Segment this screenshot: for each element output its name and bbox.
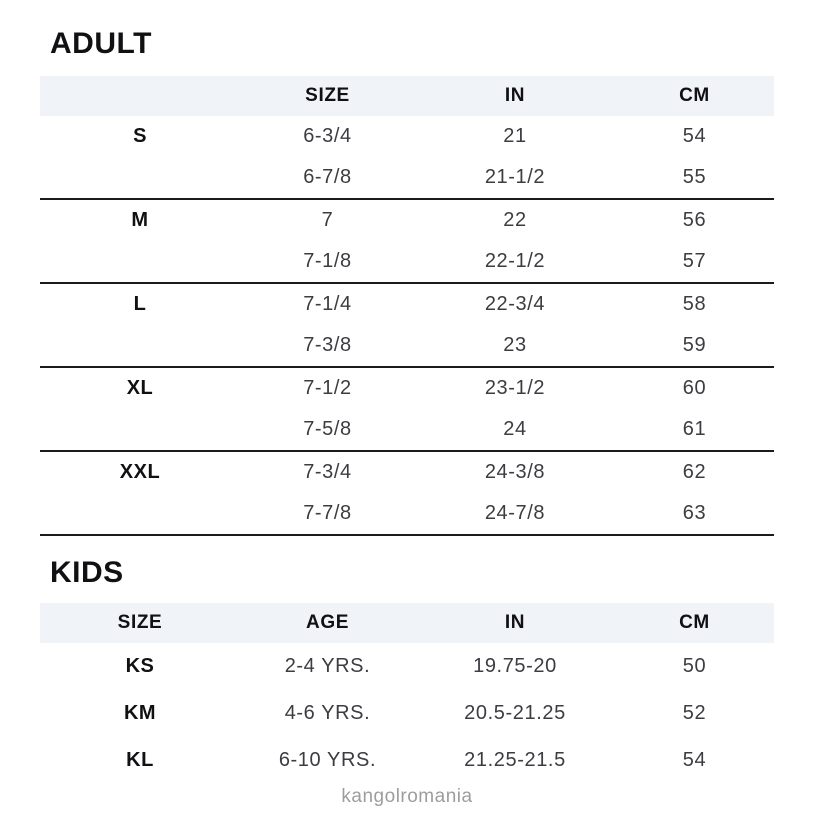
size-group-xxl <box>40 452 774 536</box>
size-value-cell: 7-1/4 <box>303 293 352 315</box>
in-value-cell: 19.75-20 <box>473 655 557 677</box>
kids-in-column-header: IN <box>504 612 526 633</box>
table-row <box>40 737 774 784</box>
adult-in-column-header: IN <box>504 85 526 106</box>
cm-value-cell: 56 <box>682 209 707 231</box>
kids-cm-column-header: CM <box>679 612 710 633</box>
in-value-cell: 22-1/2 <box>484 250 546 272</box>
kids-size-column-header: SIZE <box>117 612 163 633</box>
size-value-cell: 7-1/2 <box>303 377 352 399</box>
cm-value-cell: 54 <box>682 749 707 771</box>
adult-section-title: ADULT <box>50 27 152 60</box>
size-value-cell: 7 <box>321 209 334 231</box>
in-value-cell: 24-3/8 <box>484 461 546 483</box>
age-value-cell: 6-10 YRS. <box>278 749 377 771</box>
size-value-cell: 7-7/8 <box>303 502 352 524</box>
kids-section-title: KIDS <box>50 556 124 589</box>
in-value-cell: 21 <box>503 125 527 147</box>
cm-value-cell: 54 <box>682 125 707 147</box>
size-value-cell: 6-7/8 <box>303 166 352 188</box>
in-value-cell: 22-3/4 <box>484 293 546 315</box>
table-row <box>40 452 774 493</box>
adult-size-table <box>40 76 774 536</box>
adult-section <box>40 28 774 536</box>
size-label-cell: XXL <box>119 461 161 483</box>
table-row <box>40 157 774 198</box>
table-row <box>40 116 774 157</box>
table-row <box>40 241 774 282</box>
size-label-cell: KS <box>125 655 155 677</box>
size-label-cell: KL <box>126 749 154 771</box>
cm-value-cell: 58 <box>682 293 707 315</box>
age-value-cell: 4-6 YRS. <box>284 702 371 724</box>
table-row <box>40 325 774 366</box>
table-row <box>40 643 774 690</box>
cm-value-cell: 52 <box>682 702 707 724</box>
size-label-cell: L <box>133 293 147 315</box>
in-value-cell: 23-1/2 <box>484 377 546 399</box>
size-value-cell: 7-1/8 <box>303 250 352 272</box>
size-value-cell: 7-3/4 <box>303 461 352 483</box>
cm-value-cell: 59 <box>682 334 707 356</box>
kids-size-table <box>40 603 774 784</box>
kids-table-header-row <box>40 603 774 643</box>
in-value-cell: 23 <box>503 334 527 356</box>
table-row <box>40 284 774 325</box>
age-value-cell: 2-4 YRS. <box>284 655 371 677</box>
size-value-cell: 6-3/4 <box>303 125 352 147</box>
size-label-cell: M <box>131 209 149 231</box>
in-value-cell: 21.25-21.5 <box>464 749 566 771</box>
adult-table-header-row <box>40 76 774 116</box>
in-value-cell: 21-1/2 <box>484 166 546 188</box>
table-row <box>40 690 774 737</box>
size-group-s <box>40 116 774 200</box>
in-value-cell: 24 <box>503 418 527 440</box>
table-row <box>40 493 774 534</box>
size-value-cell: 7-3/8 <box>303 334 352 356</box>
cm-value-cell: 60 <box>682 377 707 399</box>
size-label-cell: KM <box>123 702 157 724</box>
brand-watermark: kangolromania <box>341 786 473 807</box>
cm-value-cell: 57 <box>682 250 707 272</box>
in-value-cell: 22 <box>503 209 527 231</box>
kids-section <box>40 557 774 784</box>
adult-size-column-header: SIZE <box>305 85 350 106</box>
size-group-xl <box>40 368 774 452</box>
adult-cm-column-header: CM <box>679 85 710 106</box>
size-value-cell: 7-5/8 <box>303 418 352 440</box>
cm-value-cell: 55 <box>682 166 707 188</box>
size-group-m <box>40 200 774 284</box>
in-value-cell: 20.5-21.25 <box>464 702 566 724</box>
size-label-cell: S <box>133 125 147 147</box>
in-value-cell: 24-7/8 <box>484 502 546 524</box>
size-group-l <box>40 284 774 368</box>
table-row <box>40 368 774 409</box>
cm-value-cell: 61 <box>682 418 707 440</box>
size-label-cell: XL <box>126 377 154 399</box>
table-row <box>40 409 774 450</box>
kids-age-column-header: AGE <box>306 612 349 633</box>
cm-value-cell: 63 <box>682 502 707 524</box>
cm-value-cell: 62 <box>682 461 707 483</box>
table-row <box>40 200 774 241</box>
cm-value-cell: 50 <box>682 655 707 677</box>
